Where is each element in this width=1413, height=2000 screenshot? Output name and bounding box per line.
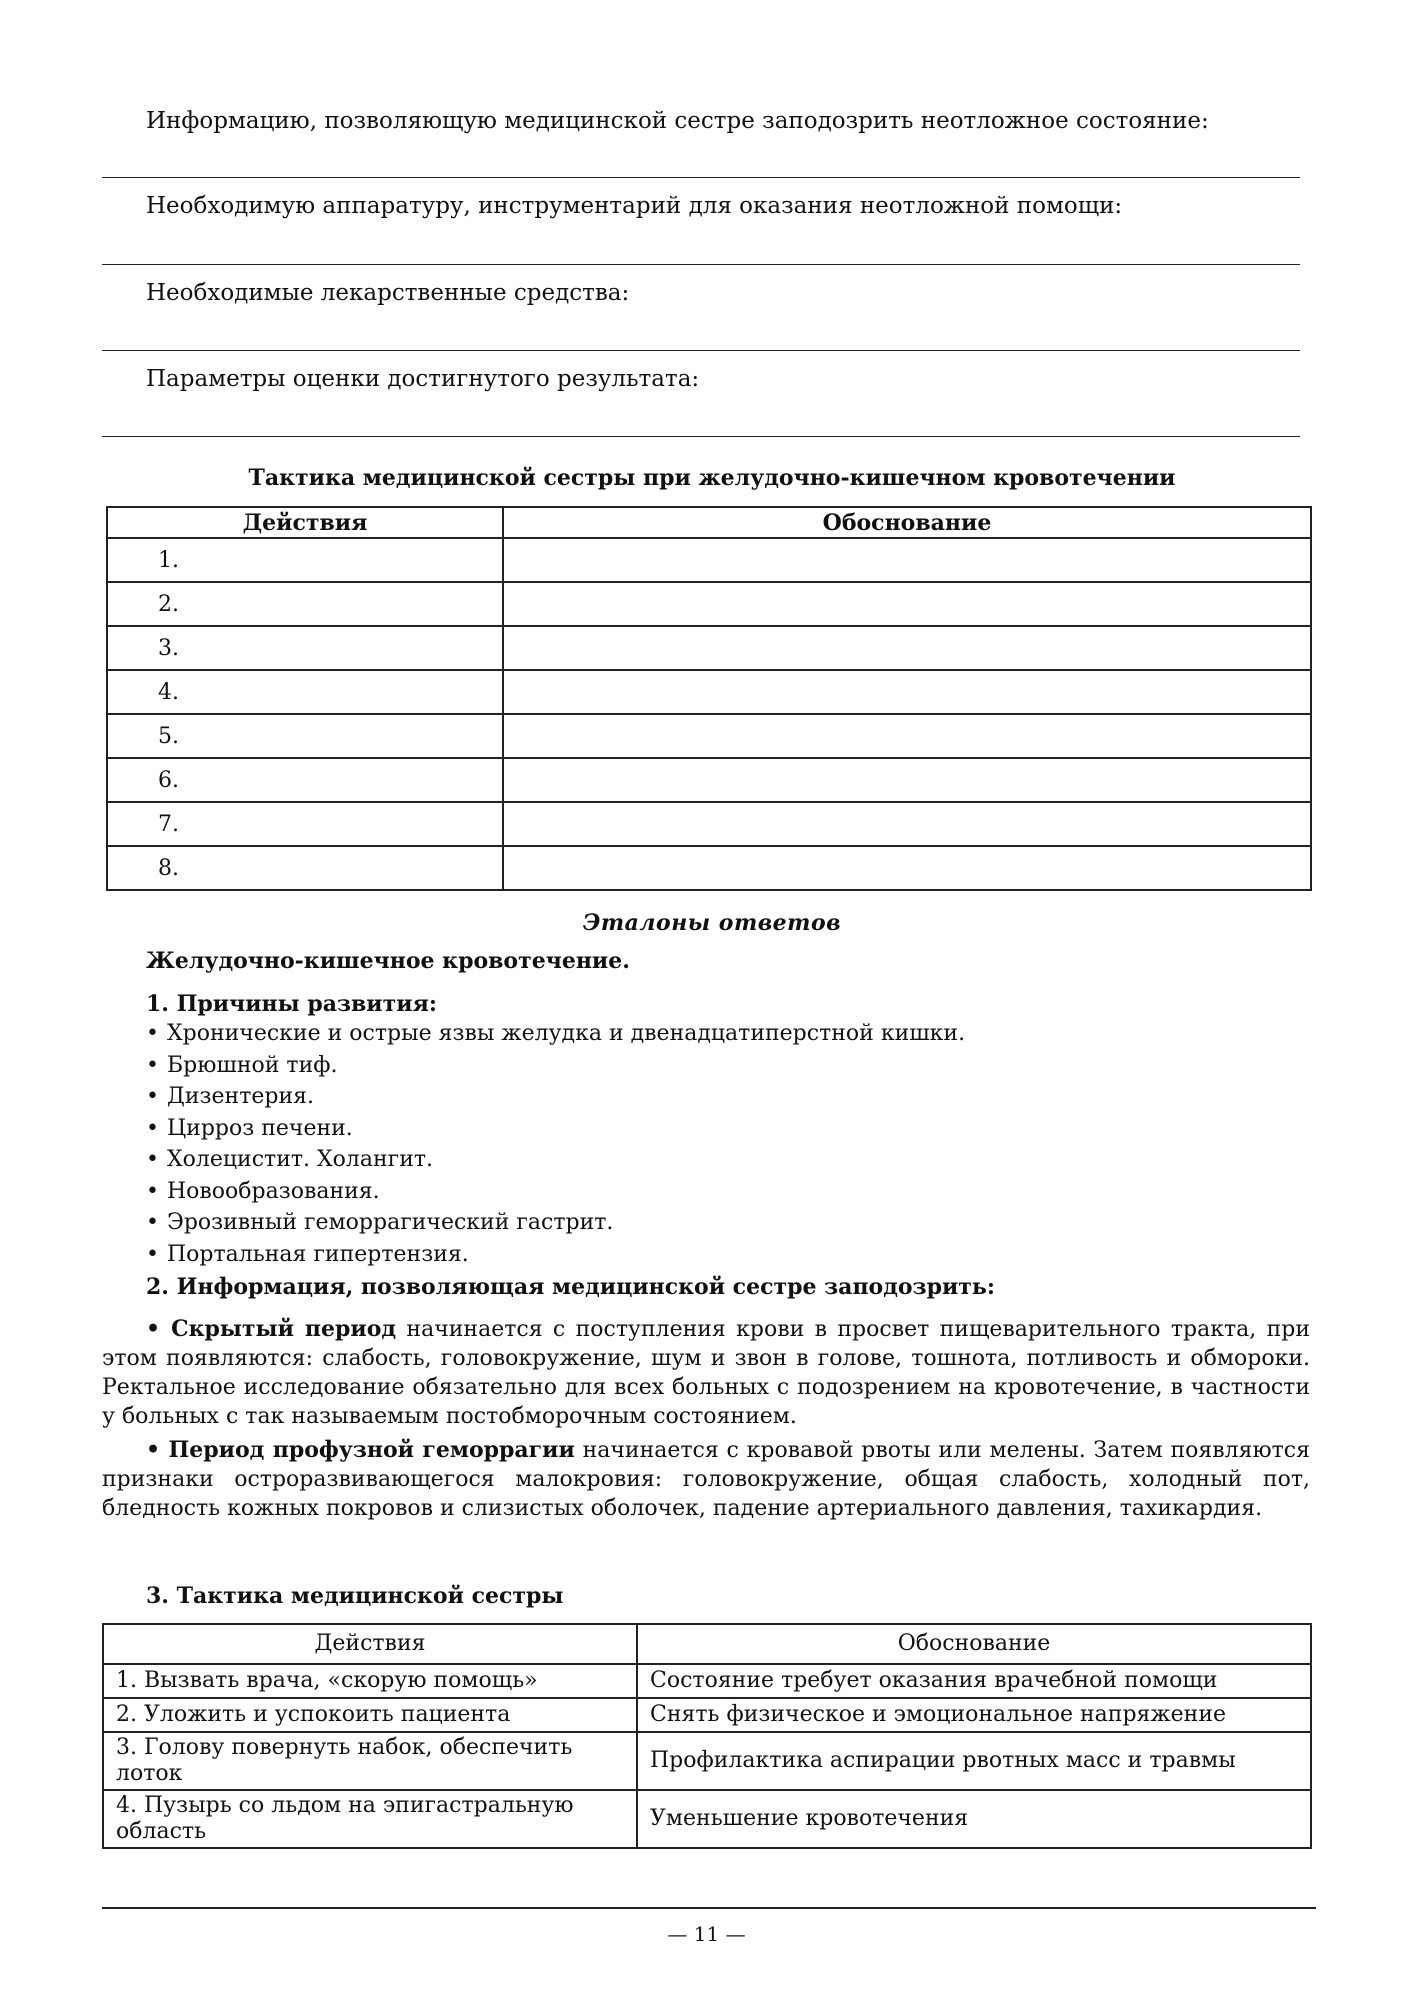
table-row xyxy=(107,758,1311,802)
column-header-actions: Действия xyxy=(107,507,503,538)
profuse-period-text: начинается с кровавой рвоты или мелены. Затем появляются признаки остроразвивающегося малокровия: головокружение, общая слабость, холодный пот, бледность кожных покровов и слизистых оболочек, падение артериального давления, тахикардия. xyxy=(102,1438,1311,1521)
rationale-cell: Уменьшение кровотечения xyxy=(637,1790,1311,1848)
blank-cell[interactable] xyxy=(503,626,1311,670)
column-header-rationale: Обоснование xyxy=(637,1624,1311,1664)
row-number: 3. xyxy=(107,626,503,670)
info-heading: 2. Информация, позволяющая медицинской сестре заподозрить: xyxy=(146,1274,995,1300)
list-item: • Портальная гипертензия. xyxy=(146,1239,965,1271)
blank-cell[interactable] xyxy=(503,802,1311,846)
row-number: 1. xyxy=(107,538,503,582)
blank-cell[interactable] xyxy=(503,758,1311,802)
action-cell: 4. Пузырь со льдом на эпигастральную область xyxy=(103,1790,637,1848)
row-number: 8. xyxy=(107,846,503,890)
row-number: 2. xyxy=(107,582,503,626)
action-cell: 3. Голову повернуть набок, обеспечить лоток xyxy=(103,1732,637,1790)
action-cell: 2. Уложить и успокоить пациента xyxy=(103,1698,637,1732)
list-item: • Эрозивный геморрагический гастрит. xyxy=(146,1207,965,1239)
row-number: 4. xyxy=(107,670,503,714)
footer-divider xyxy=(102,1907,1316,1909)
blank-cell[interactable] xyxy=(503,670,1311,714)
causes-list xyxy=(146,1018,965,1270)
list-item: • Брюшной тиф. xyxy=(146,1050,965,1082)
rationale-cell: Снять физическое и эмоциональное напряжение xyxy=(637,1698,1311,1732)
table-row xyxy=(103,1664,1311,1698)
blank-cell[interactable] xyxy=(503,582,1311,626)
blank-cell[interactable] xyxy=(503,714,1311,758)
table-row xyxy=(103,1732,1311,1790)
answer-line[interactable] xyxy=(102,264,1300,265)
row-number: 7. xyxy=(107,802,503,846)
answer-line[interactable] xyxy=(102,177,1300,178)
profuse-period-term: • Период профузной геморрагии xyxy=(146,1437,575,1463)
table-row xyxy=(107,626,1311,670)
list-item: • Новообразования. xyxy=(146,1176,965,1208)
table-row xyxy=(107,538,1311,582)
list-item: • Цирроз печени. xyxy=(146,1113,965,1145)
tactics-heading: 3. Тактика медицинской сестры xyxy=(146,1583,564,1609)
column-header-rationale: Обоснование xyxy=(503,507,1311,538)
table-row xyxy=(107,846,1311,890)
table-row xyxy=(107,714,1311,758)
answer-line[interactable] xyxy=(102,350,1300,351)
blank-cell[interactable] xyxy=(503,538,1311,582)
row-number: 6. xyxy=(107,758,503,802)
latent-period-paragraph xyxy=(102,1315,1310,1431)
list-item: • Дизентерия. xyxy=(146,1081,965,1113)
list-item: • Хронические и острые язвы желудка и двенадцатиперстной кишки. xyxy=(146,1018,965,1050)
table-row xyxy=(107,582,1311,626)
table-row xyxy=(103,1698,1311,1732)
prompt-medications: Необходимые лекарственные средства: xyxy=(146,280,630,306)
answers-title: Эталоны ответов xyxy=(582,910,842,936)
prompt-emergency-info: Информацию, позволяющую медицинской сестре заподозрить неотложное состояние: xyxy=(146,108,1209,134)
answers-topic: Желудочно-кишечное кровотечение. xyxy=(146,948,630,974)
tactics-worksheet-table xyxy=(106,506,1312,891)
tactics-answer-table xyxy=(102,1623,1312,1849)
tactics-table-title: Тактика медицинской сестры при желудочно-кишечном кровотечении xyxy=(248,465,1176,491)
table-row xyxy=(107,670,1311,714)
prompt-result-parameters: Параметры оценки достигнутого результата: xyxy=(146,366,700,392)
rationale-cell: Состояние требует оказания врачебной помощи xyxy=(637,1664,1311,1698)
table-row xyxy=(107,802,1311,846)
prompt-equipment: Необходимую аппаратуру, инструментарий для оказания неотложной помощи: xyxy=(146,193,1123,219)
action-cell: 1. Вызвать врача, «скорую помощь» xyxy=(103,1664,637,1698)
row-number: 5. xyxy=(107,714,503,758)
causes-heading: 1. Причины развития: xyxy=(146,991,437,1017)
profuse-period-paragraph xyxy=(102,1436,1310,1523)
blank-cell[interactable] xyxy=(503,846,1311,890)
answer-line[interactable] xyxy=(102,436,1300,437)
page-number: — 11 — xyxy=(667,1922,746,1946)
rationale-cell: Профилактика аспирации рвотных масс и травмы xyxy=(637,1732,1311,1790)
list-item: • Холецистит. Холангит. xyxy=(146,1144,965,1176)
latent-period-term: • Скрытый период xyxy=(146,1316,397,1342)
column-header-actions: Действия xyxy=(103,1624,637,1664)
table-row xyxy=(103,1790,1311,1848)
latent-period-text: начинается с поступления крови в просвет пищеварительного тракта, при этом появляются: слабость, головокружение, шум и звон в голове, тошнота, потливость и обмороки. Ректальное исследование обязательно для всех больных с подозрением на кровотечение, в частности у больных с так называемым постобморочным состоянием. xyxy=(102,1317,1310,1429)
